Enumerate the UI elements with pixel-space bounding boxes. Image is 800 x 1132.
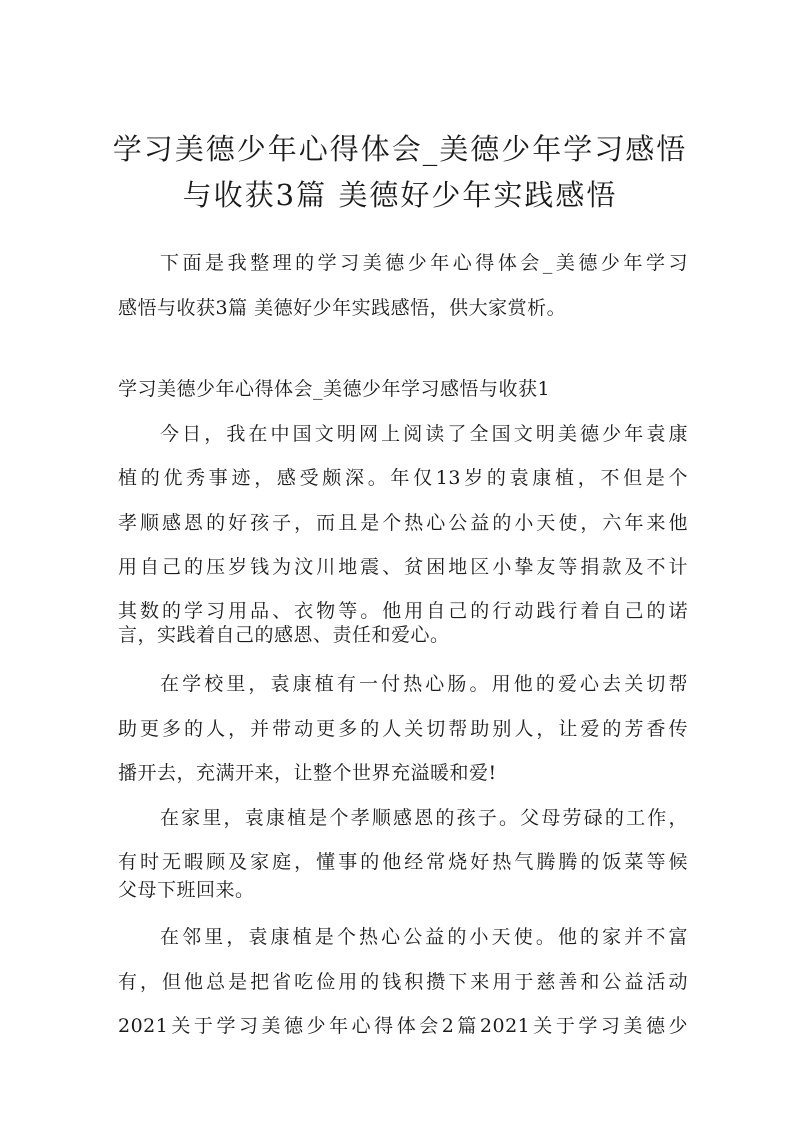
paragraph-4-line-2: 有，但他总是把省吃俭用的钱积攒下来用于慈善和公益活动 — [118, 971, 688, 993]
document-title-line-2: 与收获3篇 美德好少年实践感悟 — [182, 178, 618, 212]
paragraph-1-line-3: 孝顺感恩的好孩子，而且是个热心公益的小天使，六年来他 — [118, 512, 688, 534]
paragraph-4-line-1: 在邻里，袁康植是个热心公益的小天使。他的家并不富 — [160, 926, 688, 948]
paragraph-1-line-2: 植的优秀事迹，感受颇深。年仅13岁的袁康植，不但是个 — [118, 467, 688, 489]
paragraph-3-line-3: 父母下班回来。 — [118, 879, 255, 901]
paragraph-1-line-6: 言，实践着自己的感恩、责任和爱心。 — [118, 624, 450, 646]
paragraph-3-line-1: 在家里，袁康植是个孝顺感恩的孩子。父母劳碌的工作， — [160, 807, 688, 829]
paragraph-2-line-3: 播开去，充满开来，让整个世界充溢暖和爱! — [118, 762, 497, 784]
document-title-line-1: 学习美德少年心得体会_美德少年学习感悟 — [112, 132, 688, 166]
paragraph-1-line-1: 今日，我在中国文明网上阅读了全国文明美德少年袁康 — [160, 423, 688, 445]
paragraph-1-line-4: 用自己的压岁钱为汶川地震、贫困地区小挚友等捐款及不计 — [118, 556, 688, 578]
intro-line-1: 下面是我整理的学习美德少年心得体会_美德少年学习 — [160, 252, 688, 274]
paragraph-1-line-5: 其数的学习用品、衣物等。他用自己的行动践行着自己的诺 — [118, 600, 688, 622]
paragraph-3-line-2: 有时无暇顾及家庭，懂事的他经常烧好热气腾腾的饭菜等候 — [118, 851, 688, 873]
section-heading: 学习美德少年心得体会_美德少年学习感悟与收获1 — [118, 378, 551, 400]
paragraph-2-line-2: 助更多的人，并带动更多的人关切帮助别人，让爱的芳香传 — [118, 718, 688, 740]
paragraph-4-line-3: 2021关于学习美德少年心得体会2篇2021关于学习美德少 — [118, 1015, 688, 1037]
paragraph-2-line-1: 在学校里，袁康植有一付热心肠。用他的爱心去关切帮 — [160, 673, 688, 695]
intro-line-2: 感悟与收获3篇 美德好少年实践感悟，供大家赏析。 — [118, 297, 567, 319]
